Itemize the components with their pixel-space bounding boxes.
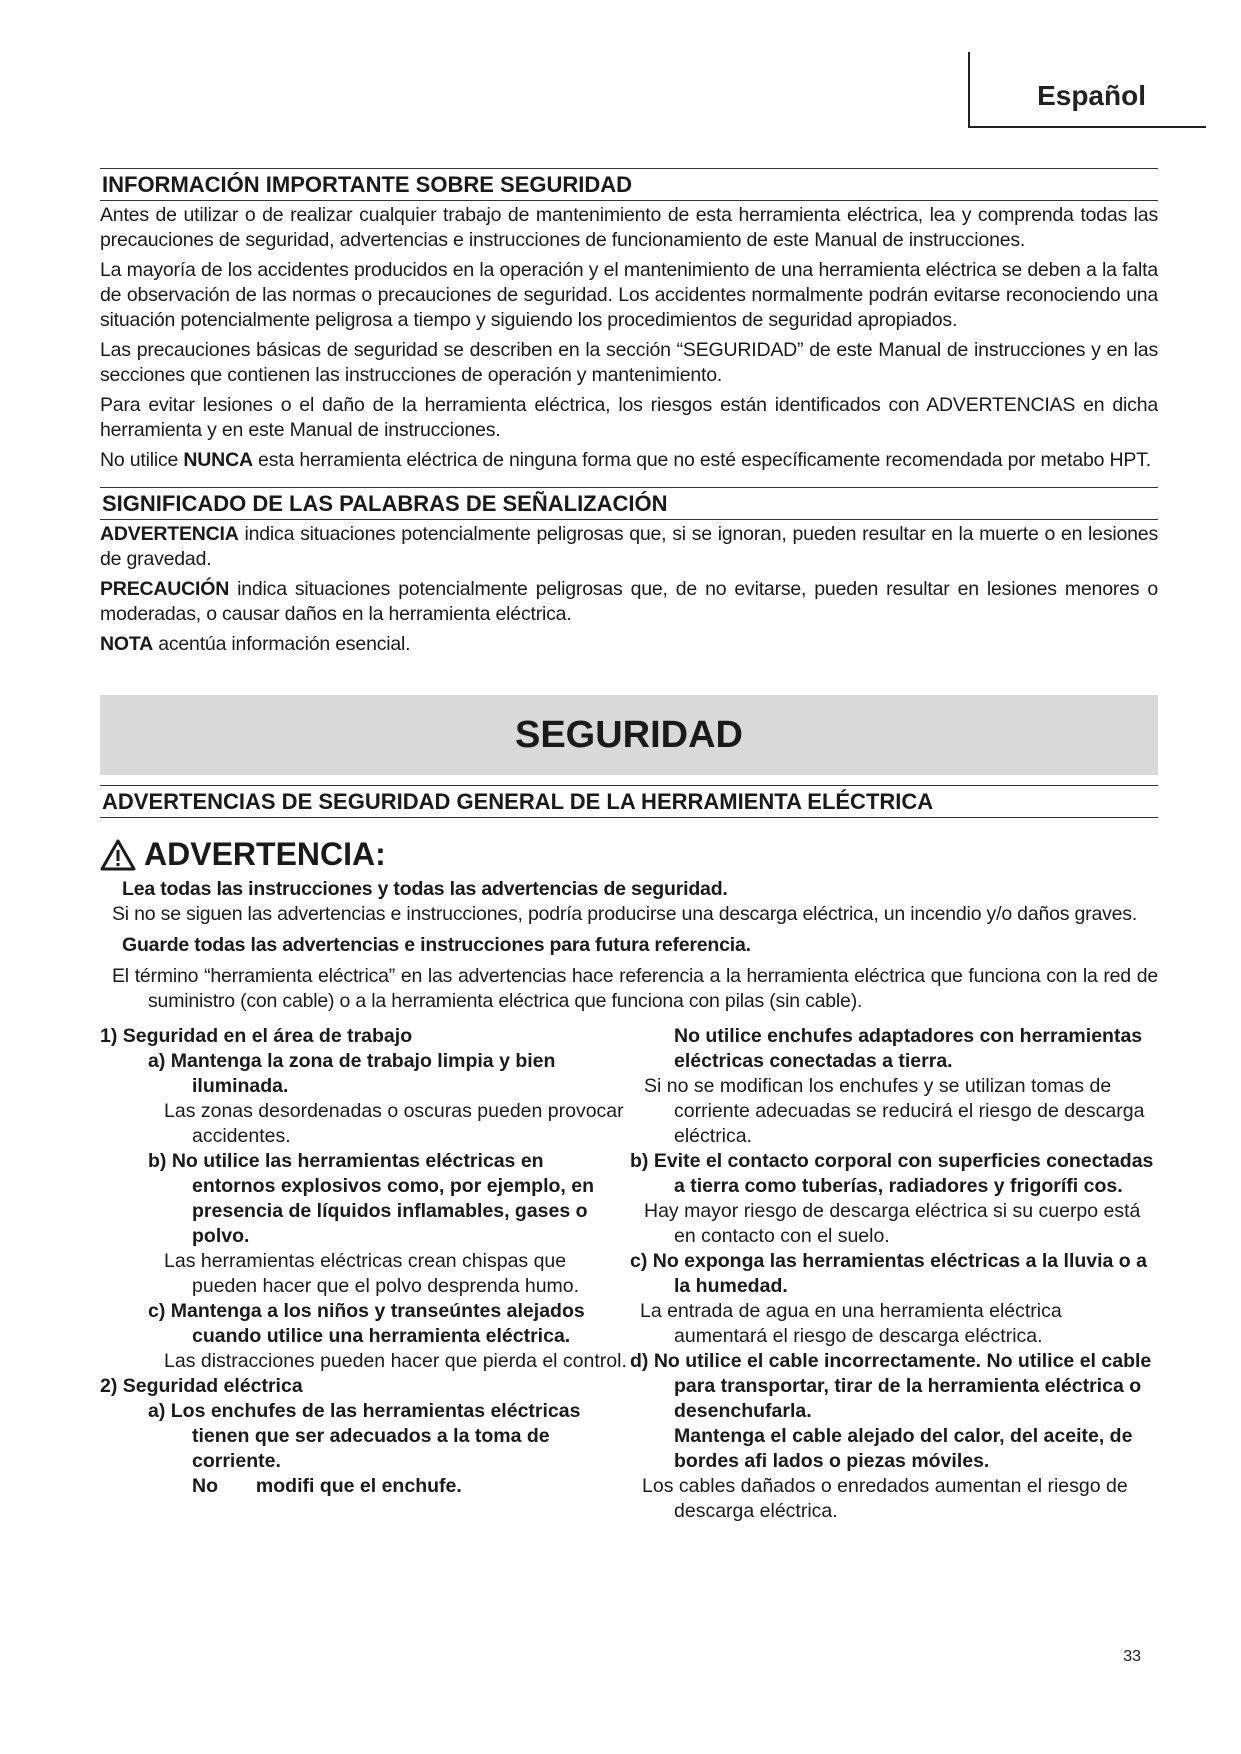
safety-info-heading: INFORMACIÓN IMPORTANTE SOBRE SEGURIDAD xyxy=(100,168,1158,201)
signal-words-heading: SIGNIFICADO DE LAS PALABRAS DE SEÑALIZACIÓN xyxy=(100,487,1158,520)
item-2b-title: b) Evite el contacto corporal con superficies conectadas a tierra como tuberías, radiadores y frigorífi cos. xyxy=(630,1150,1154,1197)
right-column xyxy=(630,1024,1158,1524)
page-number: 33 xyxy=(1123,1648,1141,1665)
signal-word-nota xyxy=(100,632,1158,657)
item-1a-title: a) Mantenga la zona de trabajo limpia y bien iluminada. xyxy=(148,1050,556,1097)
page-content xyxy=(100,168,1158,1524)
term-nota: NOTA xyxy=(100,633,153,655)
item-2d-text: Los cables dañados o enredados aumentan el riesgo de descarga eléctrica. xyxy=(642,1475,1128,1522)
adapter-text: Si no se modifican los enchufes y se utilizan tomas de corriente adecuadas se reducirá el riesgo de descarga eléctrica. xyxy=(644,1075,1145,1147)
warning-triangle-icon xyxy=(100,839,136,871)
warning-title xyxy=(100,836,1158,873)
seguridad-band xyxy=(100,695,1158,775)
language-label: Español xyxy=(1037,80,1146,111)
two-column-list xyxy=(100,1024,1158,1524)
safety-info-p3: Las precauciones básicas de seguridad se describen en la sección “SEGURIDAD” de este Manual de instrucciones y en las secciones que contienen las instrucciones de operación y mantenimiento. xyxy=(100,339,1158,386)
item-2a-title: a) Los enchufes de las herramientas eléctricas tienen que ser adecuados a la toma de corriente. xyxy=(148,1400,581,1472)
item-2d-title: d) No utilice el cable incorrectamente. No utilice el cable para transportar, tirar de la herramienta eléctrica o desenchufarla. xyxy=(630,1350,1152,1422)
consequence-text: Si no se siguen las advertencias e instrucciones, podría producirse una descarga eléctrica, un incendio y/o daños graves. xyxy=(112,903,1138,925)
safety-info-p4: Para evitar lesiones o el daño de la herramienta eléctrica, los riesgos están identificados con ADVERTENCIAS en dicha herramienta y en este Manual de instrucciones. xyxy=(100,394,1158,441)
item-1b-title: b) No utilice las herramientas eléctricas en entornos explosivos como, por ejemplo, en presencia de líquidos inflamables, gases o polvo. xyxy=(148,1150,594,1247)
term-precaucion: PRECAUCIÓN xyxy=(100,578,230,600)
item-1a-text: Las zonas desordenadas o oscuras pueden provocar accidentes. xyxy=(164,1100,624,1147)
safety-info-p5 xyxy=(100,448,1158,473)
safety-info-p1: Antes de utilizar o de realizar cualquier trabajo de mantenimiento de esta herramienta eléctrica, lea y comprenda todas las precauciones de seguridad, advertencias e instrucciones de funcionamiento de este Manual de instrucciones. xyxy=(100,204,1158,251)
warning-title-text: ADVERTENCIA: xyxy=(144,836,386,872)
item-2c-title: c) No exponga las herramientas eléctricas a la lluvia o a la humedad. xyxy=(630,1250,1147,1297)
read-all-instructions: Lea todas las instrucciones y todas las advertencias de seguridad. xyxy=(122,878,728,900)
def-precaucion: indica situaciones potencialmente peligrosas que, de no evitarse, pueden resultar en lesiones menores o moderadas, o causar daños en la herramienta eléctrica. xyxy=(100,578,1158,625)
language-tab xyxy=(968,52,1206,128)
def-advertencia: indica situaciones potencialmente peligrosas que, si se ignoran, pueden resultar en la muerte o en lesiones de gravedad. xyxy=(100,523,1158,570)
p5-pre: No utilice xyxy=(100,449,184,471)
item-1c-text: Las distracciones pueden hacer que pierda el control. xyxy=(164,1350,627,1372)
p5-post: esta herramienta eléctrica de ninguna forma que no esté específicamente recomendada por metabo HPT. xyxy=(252,449,1151,471)
seguridad-title: SEGURIDAD xyxy=(514,713,744,756)
adapter-title: No utilice enchufes adaptadores con herramientas eléctricas conectadas a tierra. xyxy=(674,1025,1143,1072)
left-column xyxy=(100,1024,628,1524)
item-2b-text: Hay mayor riesgo de descarga eléctrica si su cuerpo está en contacto con el suelo. xyxy=(644,1200,1141,1247)
safety-info-p2: La mayoría de los accidentes producidos en la operación y el mantenimiento de una herramienta eléctrica se deben a la falta de observación de las normas o precauciones de seguridad. Los accidentes normalmente podrán evitarse reconociendo una situación potencialmente peligrosa a tiempo y siguiendo los procedimientos de seguridad apropiados. xyxy=(100,259,1158,331)
section-2-title: 2) Seguridad eléctrica xyxy=(100,1375,303,1397)
p5-bold: NUNCA xyxy=(183,449,253,471)
def-nota: acentúa información esencial. xyxy=(153,633,411,655)
item-2c-text: La entrada de agua en una herramienta eléctrica aumentará el riesgo de descarga eléctrica. xyxy=(640,1300,1062,1347)
item-1b-text: Las herramientas eléctricas crean chispas que pueden hacer que el polvo desprenda humo. xyxy=(164,1250,580,1297)
item-1c-title: c) Mantenga a los niños y transeúntes alejados cuando utilice una herramienta eléctrica. xyxy=(148,1300,585,1347)
term-definition: El término “herramienta eléctrica” en las advertencias hace referencia a la herramienta eléctrica que funciona con la red de suministro (con cable) o a la herramienta eléctrica que funciona con pilas (sin cable). xyxy=(112,965,1158,1012)
section-1-title: 1) Seguridad en el área de trabajo xyxy=(100,1025,413,1047)
item-2d-title-2: Mantenga el cable alejado del calor, del aceite, de bordes afi lados o piezas móviles. xyxy=(674,1425,1133,1472)
signal-word-precaucion xyxy=(100,577,1158,627)
term-advertencia: ADVERTENCIA xyxy=(100,523,239,545)
signal-word-advertencia xyxy=(100,522,1158,572)
general-warnings-heading: ADVERTENCIAS DE SEGURIDAD GENERAL DE LA HERRAMIENTA ELÉCTRICA xyxy=(100,785,1158,818)
keep-instructions: Guarde todas las advertencias e instrucciones para futura referencia. xyxy=(122,934,751,956)
item-2a-extra: No modifi que el enchufe. xyxy=(192,1475,462,1497)
